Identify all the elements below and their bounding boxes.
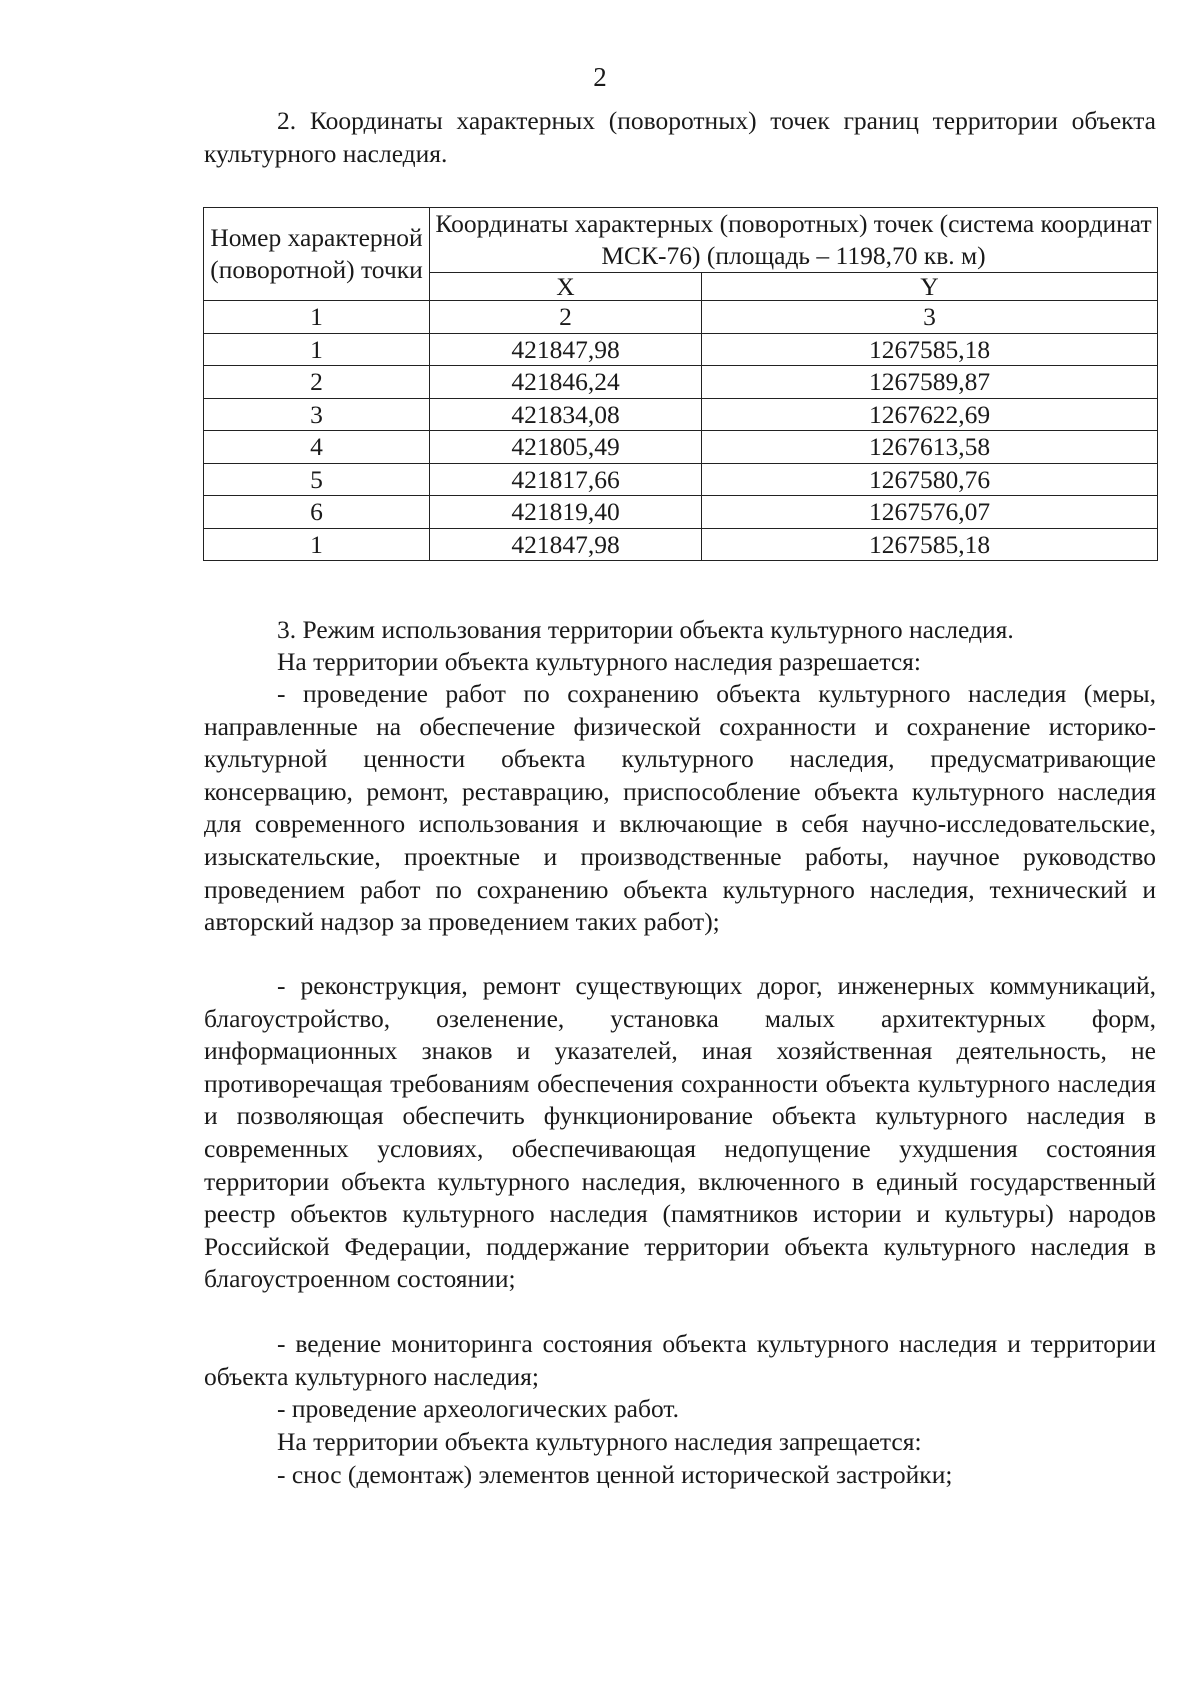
y-coordinate-cell: 1267576,07 — [702, 496, 1158, 529]
column-y-header: Y — [702, 273, 1158, 301]
point-number-cell: 1 — [204, 333, 430, 366]
x-coordinate-cell: 421834,08 — [430, 398, 702, 431]
section-3-heading: 3. Режим использования территории объекта культурного наследия. — [277, 615, 1014, 644]
allowed-intro: На территории объекта культурного наследия разрешается: — [277, 647, 921, 676]
prohibited-intro: На территории объекта культурного наследия запрещается: — [277, 1427, 922, 1456]
allowed-item: - проведение работ по сохранению объекта культурного наследия (меры, направленные на обеспечение физической сохранности и сохранение историко-культурной ценности объекта культурного наследия, предусматривающие консервацию, ремонт, реставрацию, приспособление объекта культурного наследия для современного использования и включающие в себя научно-исследовательские, изыскательские, проектные и производственные работы, научное руководство проведением работ по сохранению объекта культурного наследия, технический и авторский надзор за проведением таких работ); — [204, 679, 1156, 937]
table-row — [204, 496, 1158, 529]
point-number-cell: 1 — [204, 528, 430, 561]
y-coordinate-cell: 1267585,18 — [702, 333, 1158, 366]
table-row — [204, 528, 1158, 561]
allowed-item: - проведение археологических работ. — [277, 1394, 679, 1423]
x-coordinate-cell: 421817,66 — [430, 463, 702, 496]
column-index: 3 — [702, 301, 1158, 334]
point-number-cell: 4 — [204, 431, 430, 464]
allowed-item: - ведение мониторинга состояния объекта культурного наследия и территории объекта культурного наследия; — [204, 1329, 1156, 1391]
x-coordinate-cell: 421805,49 — [430, 431, 702, 464]
table-row — [204, 366, 1158, 399]
table-row — [204, 431, 1158, 464]
point-number-cell: 2 — [204, 366, 430, 399]
point-number-cell: 3 — [204, 398, 430, 431]
table-row — [204, 463, 1158, 496]
allowed-item: - реконструкция, ремонт существующих дорог, инженерных коммуникаций, благоустройство, озеленение, установка малых архитектурных форм, информационных знаков и указателей, иная хозяйственная деятельность, не противоречащая требованиям обеспечения сохранности объекта культурного наследия и позволяющая обеспечить функционирование объекта культурного наследия в современных условиях, обеспечивающая недопущение ухудшения состояния территории объекта культурного наследия, включенного в единый государственный реестр объектов культурного наследия (памятников истории и культуры) народов Российской Федерации, поддержание территории объекта культурного наследия в благоустроенном состоянии; — [204, 971, 1156, 1294]
x-coordinate-cell: 421847,98 — [430, 528, 702, 561]
point-number-cell: 5 — [204, 463, 430, 496]
x-coordinate-cell: 421846,24 — [430, 366, 702, 399]
x-coordinate-cell: 421847,98 — [430, 333, 702, 366]
table-row — [204, 398, 1158, 431]
point-number-cell: 6 — [204, 496, 430, 529]
table-row — [204, 333, 1158, 366]
column-index: 1 — [204, 301, 430, 334]
prohibited-item: - снос (демонтаж) элементов ценной исторической застройки; — [277, 1460, 953, 1489]
column-x-header: X — [430, 273, 702, 301]
y-coordinate-cell: 1267589,87 — [702, 366, 1158, 399]
x-coordinate-cell: 421819,40 — [430, 496, 702, 529]
coordinates-table — [203, 207, 1158, 561]
y-coordinate-cell: 1267585,18 — [702, 528, 1158, 561]
header-point-number: Номер характерной (поворотной) точки — [204, 208, 430, 301]
y-coordinate-cell: 1267622,69 — [702, 398, 1158, 431]
column-index-row — [204, 301, 1158, 334]
column-index: 2 — [430, 301, 702, 334]
page-number: 2 — [593, 62, 607, 92]
y-coordinate-cell: 1267580,76 — [702, 463, 1158, 496]
section-2-text: 2. Координаты характерных (поворотных) точек границ территории объекта культурного наследия. — [204, 106, 1156, 168]
header-coordinates: Координаты характерных (поворотных) точек (система координат МСК-76) (площадь – 1198,70 кв. м) — [430, 208, 1158, 273]
y-coordinate-cell: 1267613,58 — [702, 431, 1158, 464]
